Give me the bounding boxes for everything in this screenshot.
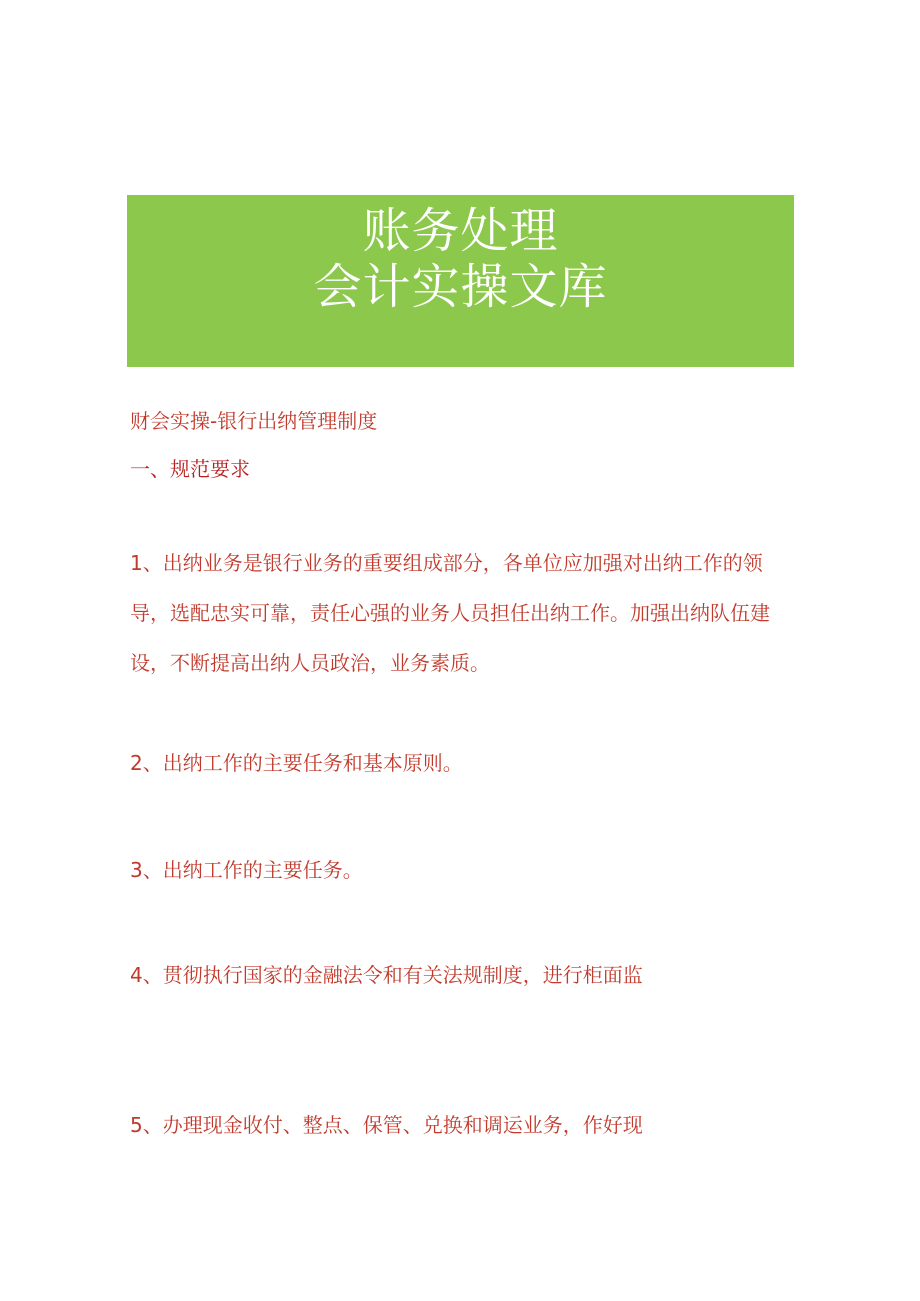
document-title: 财会实操-银行出纳管理制度 — [130, 409, 378, 433]
paragraph-5: 5、办理现金收付、整点、保管、兑换和调运业务，作好现 — [130, 1113, 643, 1137]
paragraph-3: 3、出纳工作的主要任务。 — [130, 858, 363, 882]
paragraph-4: 4、贯彻执行国家的金融法令和有关法规制度，进行柜面监 — [130, 963, 643, 987]
section-heading: 一、规范要求 — [130, 457, 250, 481]
paragraph-1: 1、出纳业务是银行业务的重要组成部分，各单位应加强对出纳工作的领导，选配忠实可靠，责任心强的业务人员担任出纳工作。加强出纳队伍建设，不断提高出纳人员政治，业务素质。 — [130, 551, 770, 675]
banner-title-line1: 账务处理 — [362, 203, 559, 259]
banner-title-line2: 会计实操文库 — [313, 259, 608, 315]
paragraph-2: 2、出纳工作的主要任务和基本原则。 — [130, 751, 463, 775]
header-banner — [127, 195, 794, 367]
